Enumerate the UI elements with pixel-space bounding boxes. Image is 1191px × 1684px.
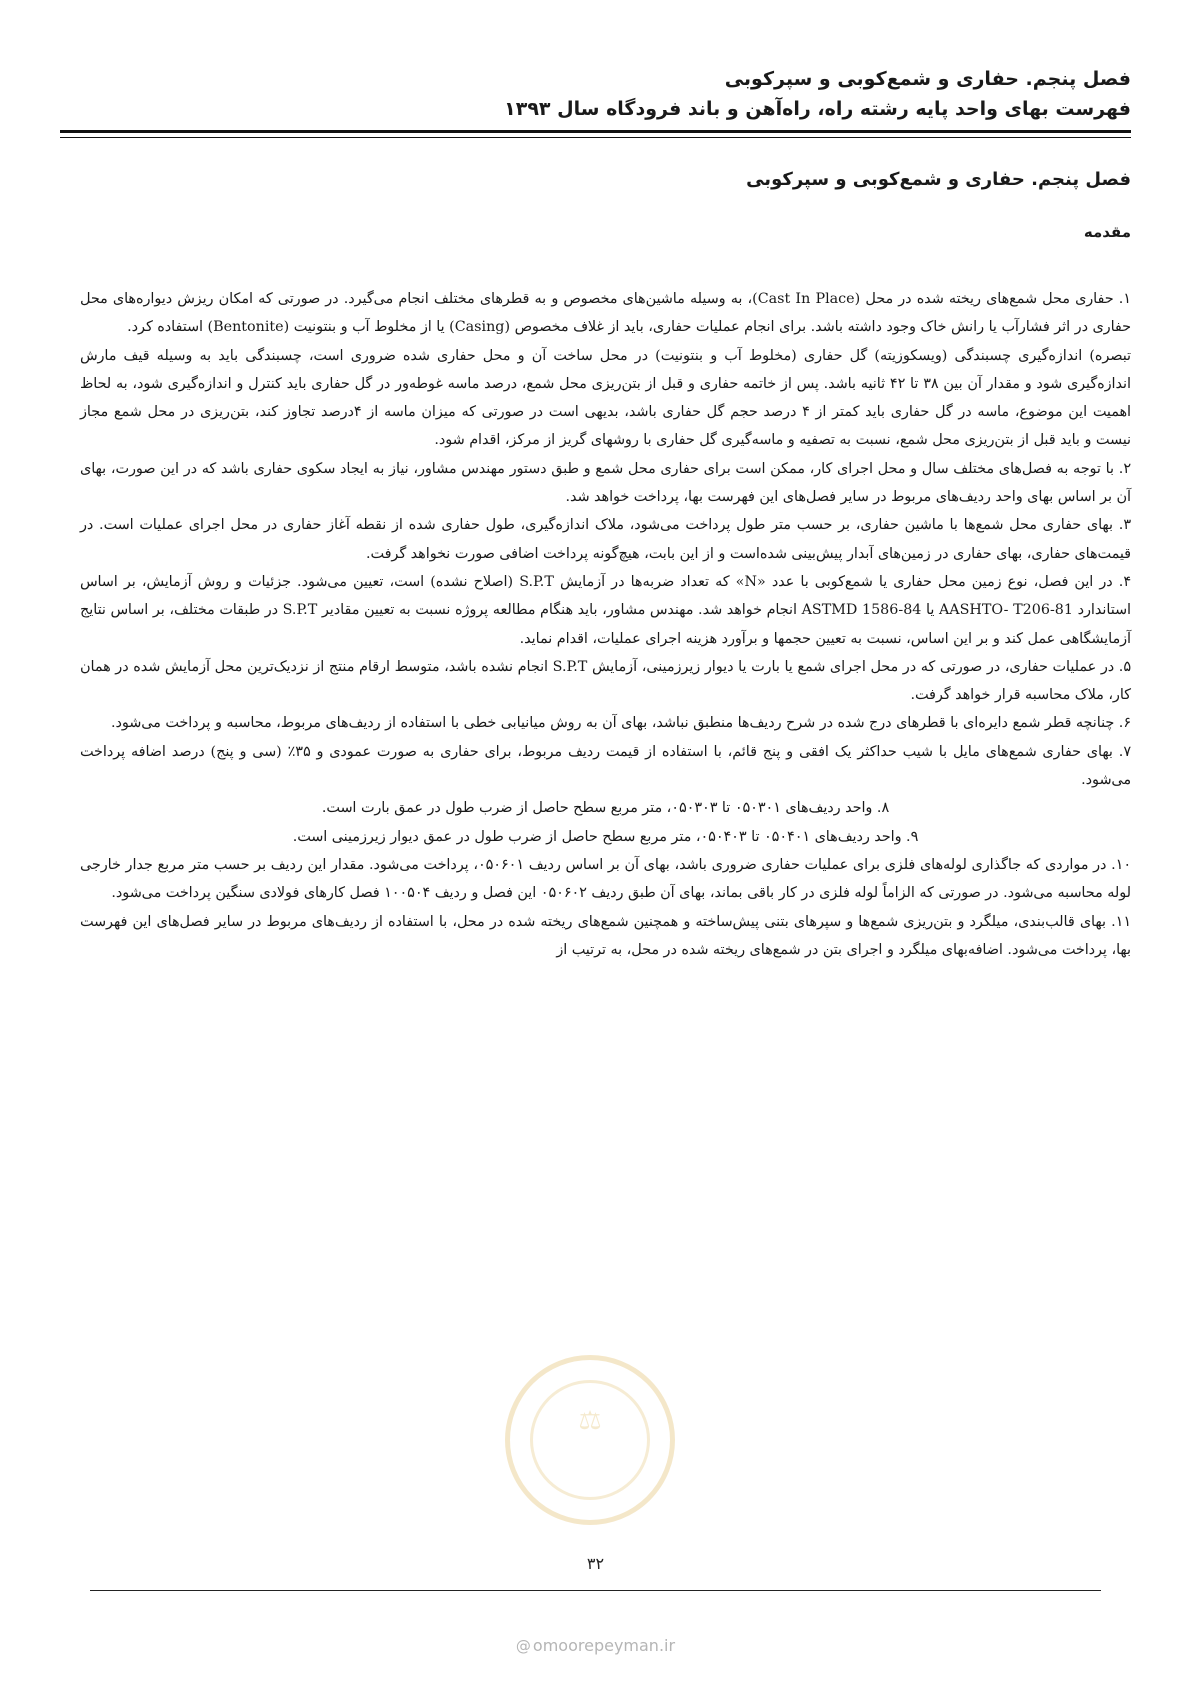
paragraph: ۲. با توجه به فصل‌های مختلف سال و محل اجرای کار، ممکن است برای حفاری محل شمع و طبق دستور مهندس مشاور، نیاز به ایجاد سکوی حفاری باشد که در این صورت، بهای آن بر اساس بهای واحد ردیف‌های مربوط در سایر فصل‌های این فهرست بها، پرداخت خواهد شد.	[80, 460, 1131, 506]
paragraph: ۳. بهای حفاری محل شمع‌ها با ماشین حفاری، بر حسب متر طول پرداخت می‌شود، ملاک اندازه‌گیری، طول حفاری شده از نقطه آغاز حفاری در محل اجرای عملیات است. در قیمت‌های حفاری، بهای حفاری در زمین‌های آبدار پیش‌بینی شده‌است و از این بابت، هیچ‌گونه پرداخت اضافی صورت نخواهد گرفت.	[80, 517, 1131, 562]
page-number: ۳۲	[586, 1554, 605, 1573]
paragraph: ۱. حفاری محل شمع‌های ریخته شده در محل (Cast In Place)، به وسیله ماشین‌های مخصوص و به قطرهای مختلف انجام می‌گیرد. در صورتی که امکان ریزش دیواره‌های محل حفاری در اثر فشارآب یا رانش خاک وجود داشته باشد. برای انجام عملیات حفاری، باید از غلاف مخصوص (Casing) یا از مخلوط آب و بنتونیت (Bentonite) استفاده کرد.	[80, 291, 1131, 336]
body-text	[80, 285, 1131, 964]
paragraph: ۷. بهای حفاری شمع‌های مایل با شیب حداکثر یک افقی و پنج قائم، با استفاده از قیمت ردیف مربوط، برای حفاری به صورت عمودی و ۳۵٪ (سی و پنج) درصد اضافه پرداخت می‌شود.	[80, 743, 1131, 789]
at-sign-icon: @	[515, 1637, 531, 1655]
header-rule-thin	[60, 137, 1131, 138]
header-price-list-title: فهرست بهای واحد پایه رشته راه، راه‌آهن و باند فرودگاه سال ۱۳۹۳	[504, 98, 1131, 120]
paragraph: ۱۰. در مواردی که جاگذاری لوله‌های فلزی برای عملیات حفاری ضروری باشد، بهای آن بر اساس ردیف ۰۵۰۶۰۱، پرداخت می‌شود. مقدار این ردیف بر حسب متر مربع جدار خارجی لوله محاسبه می‌شود. در صورتی که الزاماً لوله فلزی در کار باقی بماند، بهای آن طبق ردیف ۰۵۰۶۰۲ این فصل و ردیف ۱۰۰۵۰۴ فصل کارهای فولادی سنگین پرداخت می‌شود.	[80, 856, 1131, 902]
site-watermark	[0, 1636, 1191, 1655]
paragraph: ۹. واحد ردیف‌های ۰۵۰۴۰۱ تا ۰۵۰۴۰۳، متر مربع سطح حاصل از ضرب طول در عمق دیوار زیرزمینی است.	[292, 828, 919, 845]
section-heading: مقدمه	[1083, 223, 1131, 241]
paragraph: ۸. واحد ردیف‌های ۰۵۰۳۰۱ تا ۰۵۰۳۰۳، متر مربع سطح حاصل از ضرب طول در عمق بارت است.	[321, 800, 890, 817]
watermark-text: omoorepeyman.ir	[532, 1636, 676, 1655]
paragraph: ۱۱. بهای قالب‌بندی، میلگرد و بتن‌ریزی شمع‌ها و سپرهای بتنی پیش‌ساخته و همچنین شمع‌های ریخته شده در محل، با استفاده از ردیف‌های مربوط در سایر فصل‌های این فهرست بها، پرداخت می‌شود. اضافه‌بهای میلگرد و اجرای بتن در شمع‌های ریخته شده در محل، به ترتیب از	[80, 913, 1131, 958]
paragraph: ۶. چنانچه قطر شمع دایره‌ای با قطرهای درج شده در شرح ردیف‌ها منطبق نباشد، بهای آن به روش میانیابی خطی با استفاده از ردیف‌های مربوط، محاسبه و پرداخت می‌شود.	[110, 715, 1131, 732]
paragraph: ۴. در این فصل، نوع زمین محل حفاری یا شمع‌کوبی با عدد «N» که تعداد ضربه‌ها در آزمایش S.P.T (اصلاح نشده) است، تعیین می‌شود. جزئیات و روش آزمایش، بر اساس استاندارد AASHTO- T206-81 یا ASTMD 1586-84 انجام خواهد شد. مهندس مشاور، باید هنگام مطالعه پروژه نسبت به تعیین مقادیر S.P.T در طبقات مختلف، بر اساس نتایج آزمایشگاهی عمل کند و بر این اساس، نسبت به تعیین حجمها و برآورد هزینه اجرای عملیات، اقدام نماید.	[80, 573, 1132, 647]
chapter-title: فصل پنجم. حفاری و شمع‌کوبی و سپرکوبی	[746, 169, 1131, 190]
paragraph: تبصره) اندازه‌گیری چسبندگی (ویسکوزیته) گل حفاری (مخلوط آب و بنتونیت) در محل ساخت آن و محل حفاری شده ضروری است، چسبندگی باید به وسیله قیف مارش اندازه‌گیری شود و مقدار آن بین ۳۸ تا ۴۲ ثانیه باشد. پس از خاتمه حفاری و قبل از بتن‌ریزی محل شمع، درصد ماسه غوطه‌ور در گل حفاری باید کنترل و اندازه‌گیری شود، به لحاظ اهمیت این موضوع، ماسه در گل حفاری باید کمتر از ۴ درصد حجم گل حفاری باشد، بدیهی است در صورتی که میزان ماسه از ۴درصد تجاوز کند، بتن‌ریزی در محل شمع مجاز نیست و باید قبل از بتن‌ریزی محل شمع، نسبت به تصفیه و ماسه‌گیری گل حفاری با روشهای گریز از مرکز، اقدام شود.	[80, 347, 1131, 449]
footer-rule	[90, 1590, 1101, 1591]
header-rule-thick	[60, 130, 1131, 133]
header-chapter-title: فصل پنجم. حفاری و شمع‌کوبی و سپرکوبی	[724, 68, 1131, 90]
seal-watermark-icon: ⚖	[505, 1355, 675, 1525]
running-header	[60, 64, 1131, 124]
paragraph: ۵. در عملیات حفاری، در صورتی که در محل اجرای شمع یا بارت یا دیوار زیرزمینی، آزمایش S.P.T انجام نشده باشد، متوسط ارقام منتج از نزدیک‌ترین محل آزمایش شده در همان کار، ملاک محاسبه قرار خواهد گرفت.	[80, 658, 1131, 704]
